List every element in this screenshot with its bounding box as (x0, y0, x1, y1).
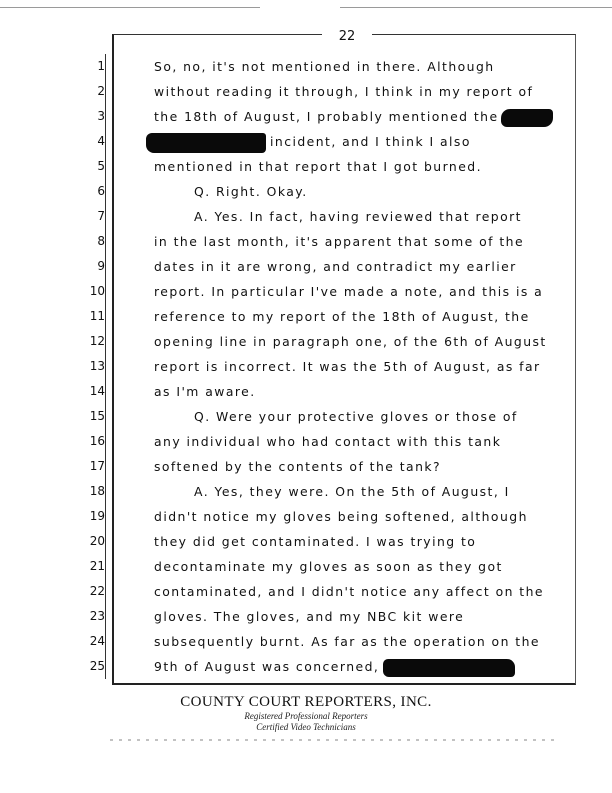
line-number: 2 (85, 79, 106, 104)
line-number: 25 (85, 654, 106, 679)
line-number: 24 (85, 629, 106, 654)
line-number: 15 (85, 404, 106, 429)
line-number: 9 (85, 254, 106, 279)
redaction-block (146, 133, 266, 153)
transcript-line: opening line in paragraph one, of the 6th of August (154, 334, 547, 349)
transcript-line: mentioned in that report that I got burned. (154, 159, 482, 174)
redaction-block (383, 659, 515, 677)
firm-name: COUNTY COURT REPORTERS, INC. (180, 694, 432, 710)
line-number: 22 (85, 579, 106, 604)
transcript-line: in the last month, it's apparent that some of the (154, 234, 525, 249)
line-number: 11 (85, 304, 106, 329)
transcript-line: subsequently burnt. As far as the operation on the (154, 634, 540, 649)
line-number: 8 (85, 229, 106, 254)
transcript-line: dates in it are wrong, and contradict my earlier (154, 259, 517, 274)
transcript-line: reference to my report of the 18th of August, the (154, 309, 530, 324)
scan-top-gap (260, 5, 340, 10)
line-number: 1 (85, 54, 106, 79)
transcript-line: gloves. The gloves, and my NBC kit were (154, 609, 465, 624)
line-number: 20 (85, 529, 106, 554)
scan-artifact (110, 739, 560, 741)
transcript-line: A. Yes, they were. On the 5th of August, I (194, 484, 510, 499)
firm-tagline-1: Registered Professional Reporters (244, 711, 368, 721)
transcript-line: without reading it through, I think in my report of (154, 84, 534, 99)
line-number: 7 (85, 204, 106, 229)
line-number: 3 (85, 104, 106, 129)
transcript-line: Q. Were your protective gloves or those of (194, 409, 518, 424)
reporter-footer (0, 694, 612, 733)
transcript-line: 9th of August was concerned, (154, 654, 515, 679)
line-number: 13 (85, 354, 106, 379)
line-number: 10 (85, 279, 106, 304)
transcript-line: So, no, it's not mentioned in there. Although (154, 59, 495, 74)
transcript-line: they did get contaminated. I was trying to (154, 534, 477, 549)
line-number: 23 (85, 604, 106, 629)
transcript-line: the 18th of August, I probably mentioned the (154, 104, 553, 129)
line-number: 18 (85, 479, 106, 504)
firm-tagline-2: Certified Video Technicians (256, 722, 356, 732)
line-number: 5 (85, 154, 106, 179)
line-number: 17 (85, 454, 106, 479)
line-number: 12 (85, 329, 106, 354)
transcript-line: contaminated, and I didn't notice any affect on the (154, 584, 544, 599)
transcript-line: report. In particular I've made a note, and this is a (154, 284, 544, 299)
transcript-line: softened by the contents of the tank? (154, 459, 442, 474)
transcript-line: as I'm aware. (154, 384, 256, 399)
transcript-line: report is incorrect. It was the 5th of August, as far (154, 359, 541, 374)
line-number: 16 (85, 429, 106, 454)
transcript-line: Q. Right. Okay. (194, 184, 308, 199)
line-number: 6 (85, 179, 106, 204)
line-number: 14 (85, 379, 106, 404)
transcript-line: any individual who had contact with this tank (154, 434, 502, 449)
page-number: 22 (322, 30, 372, 43)
transcript-line: didn't notice my gloves being softened, although (154, 509, 528, 524)
line-number: 19 (85, 504, 106, 529)
line-number: 21 (85, 554, 106, 579)
line-number: 4 (85, 129, 106, 154)
transcript-line: incident, and I think I also (146, 129, 471, 154)
transcript-line: decontaminate my gloves as soon as they got (154, 559, 503, 574)
redaction-block (501, 109, 553, 127)
transcript-line: A. Yes. In fact, having reviewed that report (194, 209, 522, 224)
